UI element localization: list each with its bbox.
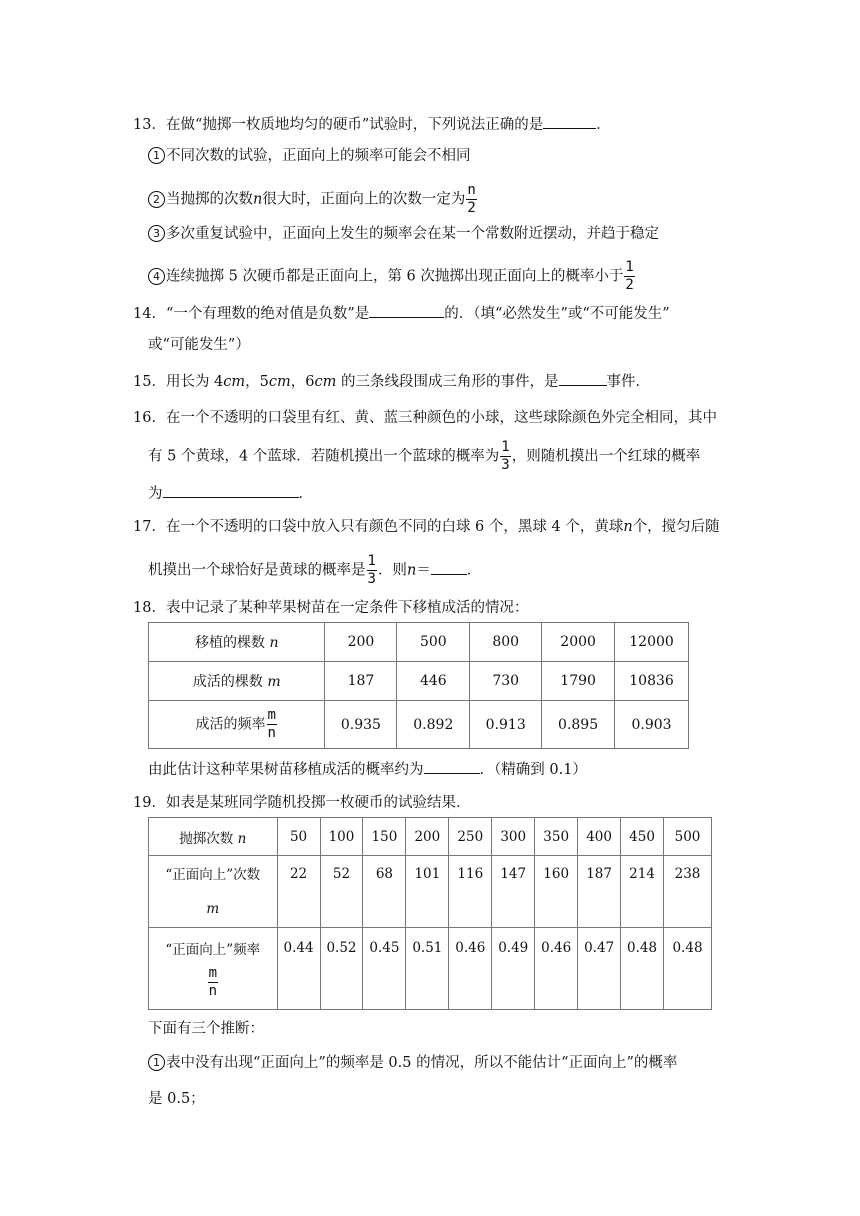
table-cell: 160 (535, 856, 578, 928)
q19-table (148, 817, 712, 1010)
table-cell: 0.47 (578, 928, 621, 1010)
table-cell: 214 (621, 856, 664, 928)
q16-answer-blank[interactable] (163, 482, 299, 498)
row-header: 成活的频率 $\frac{m}{n}$ (149, 701, 325, 749)
table-cell: 0.903 (615, 701, 689, 749)
table-cell: 500 (664, 818, 712, 856)
q13-option-1: 1 不同次数的试验，正面向上的频率可能会不相同 (148, 145, 471, 167)
table-row (149, 856, 712, 928)
table-cell: 187 (578, 856, 621, 928)
row-header: “正面向上”频率 $\frac{m}{n}$ (149, 928, 278, 1010)
table-cell: 0.49 (492, 928, 535, 1010)
q19-intro: 19．如表是某班同学随机投掷一枚硬币的试验结果． (133, 795, 471, 811)
fraction: $\frac{m}{n}$ (208, 965, 217, 999)
table-cell: 446 (397, 662, 470, 701)
table-cell: 2000 (542, 623, 615, 662)
table-cell: 350 (535, 818, 578, 856)
q14-line-2: 或“可能发生”） (148, 337, 250, 353)
q13-option-3: 3 多次重复试验中，正面向上发生的频率会在某一个常数附近摆动，并趋于稳定 (148, 223, 659, 245)
circled-number: 1 (148, 1054, 165, 1071)
q17-line-1: 17．在一个不透明的口袋中放入只有颜色不同的白球 6 个，黑球 4 个，黄球n个，搅匀后随 (133, 519, 720, 535)
table-row (149, 623, 689, 662)
table-cell: 150 (363, 818, 406, 856)
row-header: 抛掷次数 n (149, 818, 278, 856)
q15-answer-blank[interactable] (559, 370, 607, 386)
table-cell: 450 (621, 818, 664, 856)
table-cell: 0.48 (621, 928, 664, 1010)
table-cell: 52 (320, 856, 363, 928)
q19-inference-1: 1 表中没有出现“正面向上”的频率是 0.5 的情况，所以不能估计“正面向上”的概率 (148, 1052, 677, 1074)
table-cell: 0.46 (449, 928, 492, 1010)
table-cell: 1790 (542, 662, 615, 701)
q14-line-1: 14．“一个有理数的绝对值是负数”是 的．（填“必然发生”或“不可能发生” (133, 302, 670, 325)
table-cell: 0.44 (277, 928, 320, 1010)
table-cell: 22 (277, 856, 320, 928)
table-cell: 0.52 (320, 928, 363, 1010)
row-header: 成活的棵数 m (149, 662, 325, 701)
q18-intro: 18．表中记录了某种苹果树苗在一定条件下移植成活的情况： (133, 600, 529, 616)
table-cell: 500 (397, 623, 470, 662)
table-cell: 800 (470, 623, 542, 662)
circled-number: 1 (148, 147, 165, 164)
q13-stem: 13．在做“抛掷一枚质地均匀的硬币”试验时，下列说法正确的是 ． (133, 113, 611, 136)
table-cell: 400 (578, 818, 621, 856)
table-cell: 68 (363, 856, 406, 928)
table-row (149, 662, 689, 701)
circled-number: 2 (148, 191, 165, 208)
q15-stem: 15．用长为 4cm，5cm，6cm 的三条线段围成三角形的事件，是 事件． (133, 370, 650, 393)
table-cell: 200 (325, 623, 397, 662)
table-cell: 300 (492, 818, 535, 856)
table-cell: 116 (449, 856, 492, 928)
q13-answer-blank[interactable] (543, 113, 596, 129)
table-cell: 147 (492, 856, 535, 928)
row-header: 移植的棵数 n (149, 623, 325, 662)
q17-line-2: 机摸出一个球恰好是黄球的概率是 $\frac{1}{3}$ ．则n＝ ． (148, 553, 482, 587)
table-cell: 101 (406, 856, 449, 928)
table-cell: 0.46 (535, 928, 578, 1010)
table-row (149, 818, 712, 856)
table-cell: 200 (406, 818, 449, 856)
fraction: $\frac{1}{3}$ (367, 553, 376, 587)
circled-number: 4 (148, 268, 165, 285)
q18-answer-blank[interactable] (424, 758, 480, 774)
table-row (149, 701, 689, 749)
q16-line-1: 16．在一个不透明的口袋里有红、黄、蓝三种颜色的小球，这些球除颜色外完全相同，其中 (133, 410, 717, 426)
table-cell: 0.913 (470, 701, 542, 749)
q14-answer-blank[interactable] (369, 302, 444, 318)
table-cell: 10836 (615, 662, 689, 701)
table-cell: 0.48 (664, 928, 712, 1010)
q13-option-2: 2 当抛掷的次数n很大时，正面向上的次数一定为 $\frac{n}{2}$ (148, 183, 478, 216)
table-cell: 12000 (615, 623, 689, 662)
q16-line-2: 有 5 个黄球，4 个蓝球．若随机摸出一个蓝球的概率为 $\frac{1}{3}$ ，则随机摸出一个红球的概率 (148, 439, 701, 473)
fraction: $\frac{n}{2}$ (467, 182, 476, 216)
table-cell: 0.51 (406, 928, 449, 1010)
table-cell: 0.895 (542, 701, 615, 749)
table-cell: 250 (449, 818, 492, 856)
table-cell: 0.935 (325, 701, 397, 749)
fraction: $\frac{1}{2}$ (625, 259, 634, 293)
table-cell: 730 (470, 662, 542, 701)
circled-number: 3 (148, 225, 165, 242)
table-cell: 187 (325, 662, 397, 701)
fraction: $\frac{1}{3}$ (501, 439, 510, 473)
row-header: “正面向上”次数 m (149, 856, 278, 928)
q18-conclusion: 由此估计这种苹果树苗移植成活的概率约为 ．（精确到 0.1） (148, 758, 587, 781)
q13-option-4: 4 连续抛掷 5 次硬币都是正面向上，第 6 次抛掷出现正面向上的概率小于 $\frac{1}{2}$ (148, 260, 636, 293)
q17-answer-blank[interactable] (431, 559, 467, 575)
table-cell: 0.892 (397, 701, 470, 749)
table-cell: 0.45 (363, 928, 406, 1010)
table-cell: 238 (664, 856, 712, 928)
table-cell: 50 (277, 818, 320, 856)
q18-table (148, 622, 689, 749)
fraction: $\frac{m}{n}$ (267, 707, 276, 741)
q19-inference-1-cont: 是 0.5； (148, 1091, 205, 1107)
table-cell: 100 (320, 818, 363, 856)
table-row (149, 928, 712, 1010)
q16-line-3: 为 ． (148, 482, 313, 505)
q19-inference-intro: 下面有三个推断： (148, 1021, 264, 1037)
